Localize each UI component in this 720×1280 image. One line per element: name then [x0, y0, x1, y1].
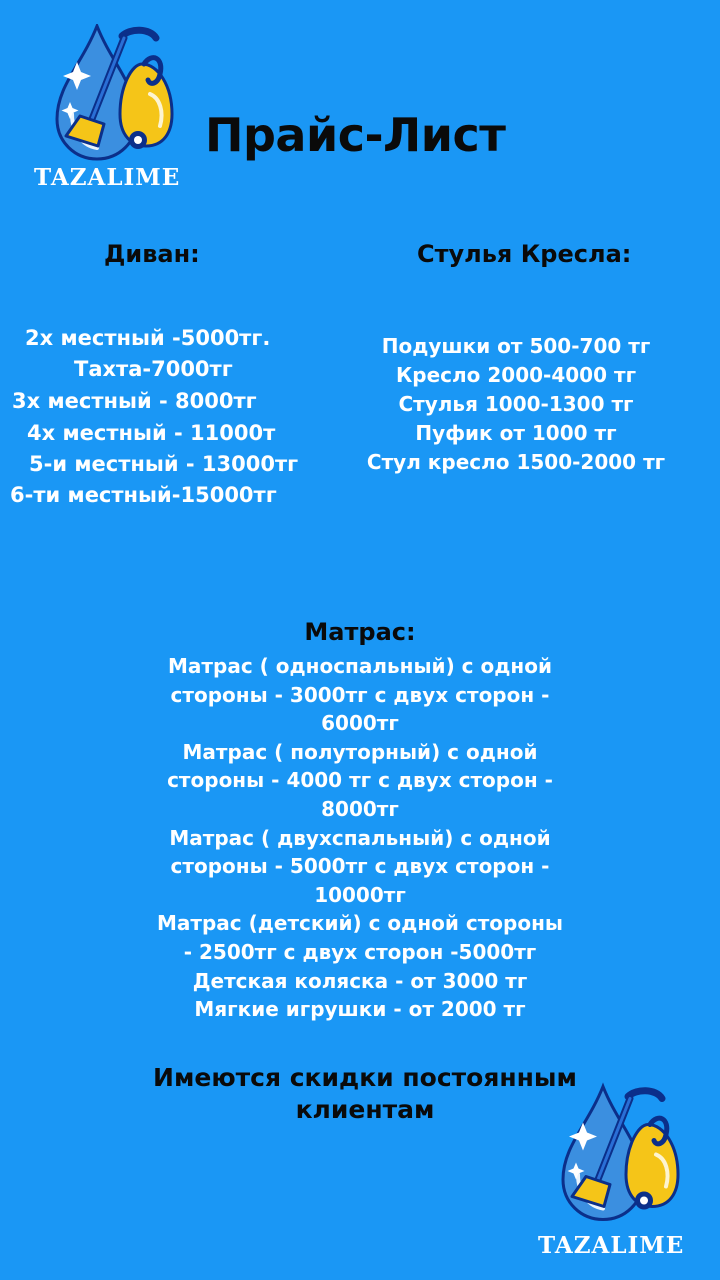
- sofa-heading: Диван:: [104, 240, 200, 268]
- brand-logo-bottom: [538, 1082, 698, 1262]
- mattress-price-item: Мягкие игрушки - от 2000 тг: [194, 997, 526, 1022]
- chairs-heading: Стулья Кресла:: [417, 240, 632, 268]
- chairs-price-item: Пуфик от 1000 тг: [415, 421, 617, 445]
- brand-name: TAZALIME: [538, 1232, 685, 1259]
- chairs-price-list: [364, 332, 668, 477]
- chairs-price-item: Кресло 2000-4000 тг: [395, 363, 637, 387]
- mattress-price-item: Матрас ( полуторный) с одной стороны - 4000 тг с двух сторон - 8000тг: [167, 739, 553, 821]
- discount-note: Имеются скидки постоянным клиентам: [153, 1063, 577, 1124]
- mattress-price-item: Матрас ( двухспальный) с одной стороны - 5000тг с двух сторон - 10000тг: [169, 825, 551, 907]
- sofa-price-item: 3х местный - 8000тг: [12, 389, 257, 413]
- chairs-price-item: Подушки от 500-700 тг: [381, 334, 651, 358]
- sofa-price-item: Тахта-7000тг: [74, 357, 233, 381]
- chairs-price-item: Стулья 1000-1300 тг: [398, 392, 634, 416]
- sofa-price-item: 4х местный - 11000т: [27, 421, 276, 445]
- mattress-price-item: Детская коляска - от 3000 тг: [192, 968, 528, 993]
- sofa-price-item: 5-и местный - 13000тг: [29, 452, 299, 476]
- sofa-price-item: 2х местный -5000тг.: [25, 326, 271, 350]
- page-title: Прайс-Лист: [205, 108, 506, 162]
- brand-logo: [34, 24, 192, 194]
- vacuum-drop-logo-icon: [52, 24, 192, 164]
- mattress-price-item: Матрас ( односпальный) с одной стороны - 3000тг с двух сторон - 6000тг: [168, 654, 552, 736]
- mattress-price-item: Матрас (детский) с одной стороны - 2500тг с двух сторон -5000тг: [156, 911, 564, 964]
- brand-name: TAZALIME: [34, 164, 181, 191]
- mattress-heading: [0, 618, 720, 646]
- mattress-heading-label: Матрас:: [304, 618, 416, 646]
- sofa-price-item: 6-ти местный-15000тг: [10, 483, 277, 507]
- mattress-price-list: [150, 652, 570, 1024]
- vacuum-drop-logo-icon: [558, 1082, 698, 1227]
- chairs-price-item: Стул кресло 1500-2000 тг: [366, 450, 666, 474]
